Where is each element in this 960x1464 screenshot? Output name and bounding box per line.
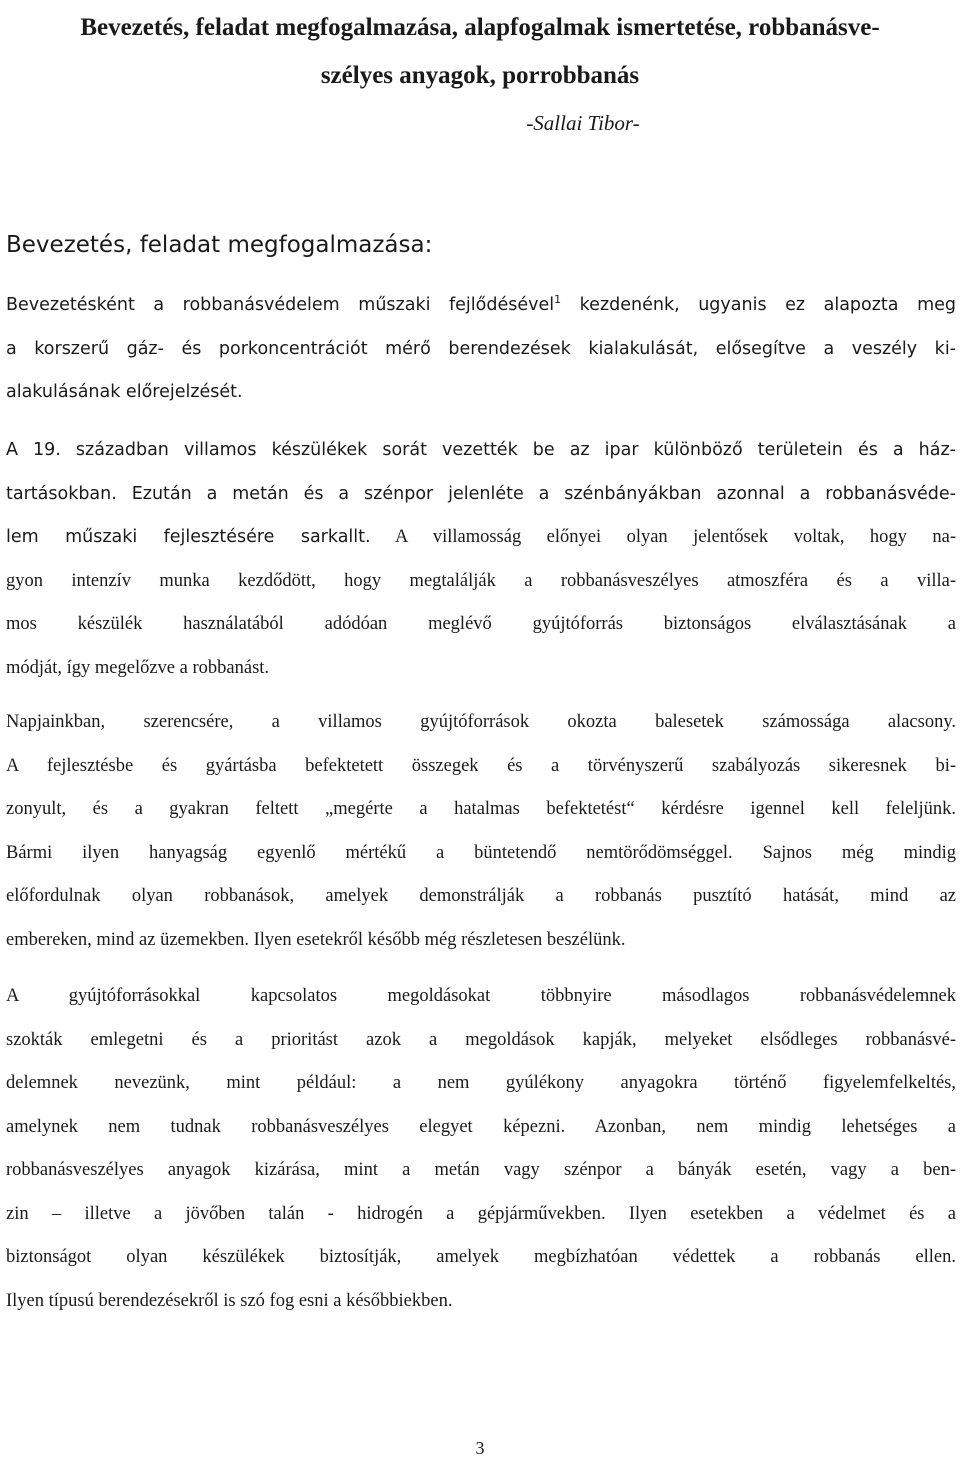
title-line-2: szélyes anyagok, porrobbanás: [320, 62, 640, 89]
title-line-1: Bevezetés, feladat megfogalmazása, alapfogalmak ismertetése, robbanásve-: [80, 14, 880, 41]
paragraph-line: Bevezetésként a robbanásvédelem műszaki fejlődésével$^1$ kezdenénk, ugyanis ez alapozta meg: [6, 293, 956, 315]
paragraph-line: a korszerű gáz- és porkoncentrációt mérő berendezések kialakulását, elősegítve a veszély ki-: [6, 338, 956, 359]
paragraph-2: [6, 429, 956, 690]
paragraph-1: [6, 284, 956, 415]
paragraph-line: zonyult, és a gyakran feltett „megérte a hatalmas befektetést“ kérdésre igennel kell feleljünk.: [6, 799, 956, 819]
paragraph-line: robbanásveszélyes anyagok kizárása, mint a metán vagy szénpor a bányák esetén, vagy a ben-: [6, 1160, 956, 1180]
author-line: [0, 108, 960, 138]
paragraph-line: mos készülék használatából adódóan meglévő gyújtóforrás biztonságos elválasztásának a: [6, 614, 956, 634]
footnote-ref: 1: [554, 293, 562, 307]
paragraph-3: [6, 701, 956, 962]
paragraph-line: Bármi ilyen hanyagság egyenlő mértékű a büntetendő nemtörődömséggel. Sajnos még mindig: [6, 842, 956, 863]
paragraph-4: [6, 975, 956, 1323]
paragraph-line: módját, így megelőzve a robbanást.: [6, 657, 270, 678]
paragraph-line: biztonságot olyan készülékek biztosítják, amelyek megbízhatóan védettek a robbanás ellen.: [6, 1247, 956, 1267]
author-name: -Sallai Tibor-: [526, 111, 640, 135]
paragraph-line: A 19. században villamos készülékek sorát vezették be az ipar különböző területein és a ház-: [6, 440, 956, 460]
paragraph-line: gyon intenzív munka kezdődött, hogy megtalálják a robbanásveszélyes atmoszféra és a villa-: [6, 570, 956, 591]
paragraph-line: delemnek nevezünk, mint például: a nem gyúlékony anyagokra történő figyelemfelkeltés,: [6, 1073, 956, 1093]
paragraph-line: előfordulnak olyan robbanások, amelyek demonstrálják a robbanás pusztító hatását, mind az: [6, 886, 956, 906]
paragraph-line: A gyújtóforrásokkal kapcsolatos megoldásokat többnyire másodlagos robbanásvédelemnek: [6, 986, 956, 1006]
document-title: [0, 4, 960, 100]
paragraph-line: amelynek nem tudnak robbanásveszélyes elegyet képezni. Azonban, nem mindig lehetséges a: [6, 1116, 956, 1137]
paragraph-line: tartásokban. Ezután a metán és a szénpor jelenléte a szénbányákban azonnal a robbanásvéde-: [6, 483, 956, 504]
paragraph-line: Ilyen típusú berendezésekről is szó fog esni a későbbiekben.: [6, 1290, 453, 1311]
paragraph-line: alakulásának előrejelzését.: [6, 382, 243, 402]
paragraph-line: zin – illetve a jövőben talán - hidrogén a gépjárművekben. Ilyen esetekben a védelmet és a: [6, 1203, 956, 1224]
paragraph-line: Napjainkban, szerencsére, a villamos gyújtóforrások okozta balesetek számossága alacsony.: [6, 712, 956, 732]
page-number: 3: [475, 1438, 485, 1458]
section-heading: Bevezetés, feladat megfogalmazása:: [6, 232, 433, 258]
paragraph-line: szokták emlegetni és a prioritást azok a megoldások kapják, melyeket elsődleges robbanásvé-: [6, 1029, 956, 1050]
paragraph-line: A fejlesztésbe és gyártásba befektetett összegek és a törvényszerű szabályozás sikeresnek bi-: [6, 755, 956, 776]
paragraph-line: embereken, mind az üzemekben. Ilyen esetekről később még részletesen beszélünk.: [6, 929, 626, 950]
paragraph-line: lem műszaki fejlesztésére sarkallt. A villamosság előnyei olyan jelentősek voltak, hogy na-: [6, 527, 956, 547]
